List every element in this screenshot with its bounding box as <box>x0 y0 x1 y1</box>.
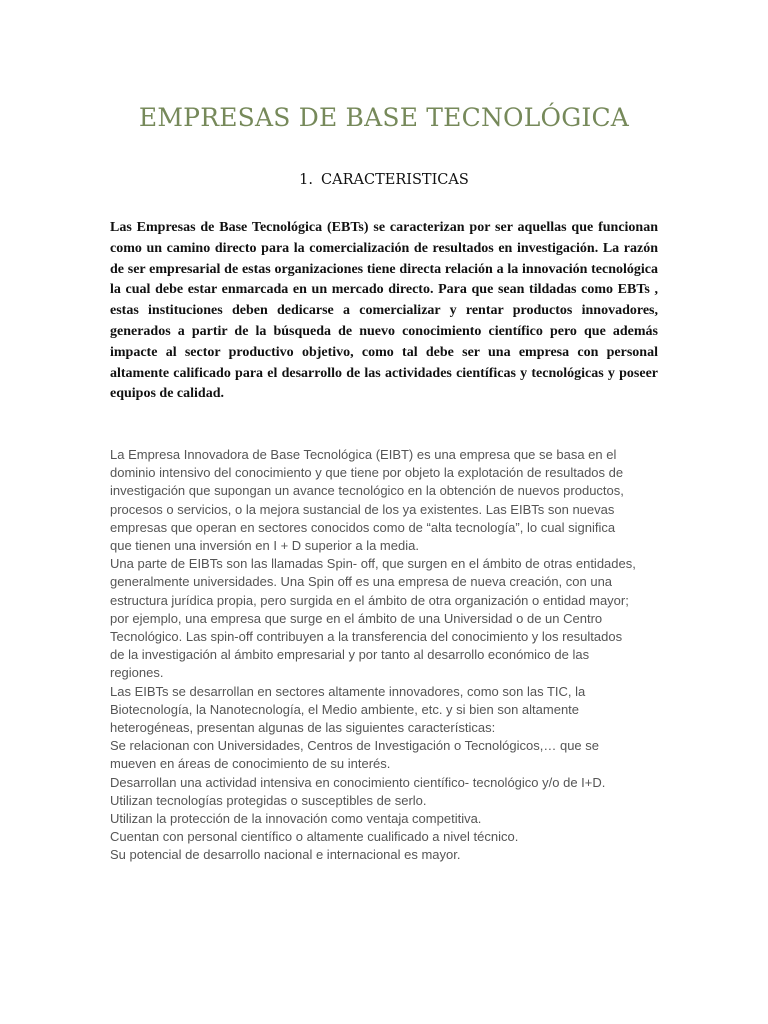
section-heading-number: 1. <box>299 172 314 188</box>
body-line: de la investigación al ámbito empresarial y por tanto al desarrollo económico de las <box>110 647 590 663</box>
body-line: La Empresa Innovadora de Base Tecnológica (EIBT) es una empresa que se basa en el <box>110 447 617 462</box>
body-line: heterogéneas, presentan algunas de las siguientes características: <box>110 720 496 736</box>
body-line: Las EIBTs se desarrollan en sectores altamente innovadores, como son las TIC, la <box>110 683 586 699</box>
body-line: procesos o servicios, o la mejora sustancial de los ya existentes. Las EIBTs son nuevas <box>110 501 615 517</box>
body-line: Una parte de EIBTs son las llamadas Spin- off, que surgen en el ámbito de otras entidades, <box>110 556 636 572</box>
body-line: Tecnológico. Las spin-off contribuyen a la transferencia del conocimiento y los resultados <box>110 629 623 645</box>
body-line: que tienen una inversión en I + D superior a la media. <box>110 538 419 554</box>
body-line: Utilizan tecnologías protegidas o susceptibles de serlo. <box>110 792 427 808</box>
section-heading-text: CARACTERISTICAS <box>321 172 469 188</box>
body-line: Su potencial de desarrollo nacional e internacional es mayor. <box>110 847 461 863</box>
body-line: Desarrollan una actividad intensiva en conocimiento científico- tecnológico y/o de I+D. <box>110 774 606 790</box>
body-line: generalmente universidades. Una Spin off es una empresa de nueva creación, con una <box>110 574 613 590</box>
body-line: estructura jurídica propia, pero surgida en el ámbito de otra organización o entidad mayor; <box>110 592 629 608</box>
body-text <box>110 446 670 865</box>
body-line: mueven en áreas de conocimiento de su interés. <box>110 756 391 772</box>
intro-paragraph: Las Empresas de Base Tecnológica (EBTs) se caracterizan por ser aquellas que funcionan como un camino directo para la comercialización de resultados en investigación. La razón de ser empresarial de estas organizaciones tiene directa relación a la innovación tecnológica la cual debe estar enmarcada en un mercado directo. Para que sean tildadas como EBTs , estas instituciones deben dedicarse a comercializar y rentar productos innovadores, generados a partir de la búsqueda de nuevo conocimiento científico pero que además impacte al sector productivo objetivo, como tal debe ser una empresa con personal altamente calificado para el desarrollo de las actividades científicas y tecnológicas y poseer equipos de calidad. <box>110 220 658 402</box>
body-line: Utilizan la protección de la innovación como ventaja competitiva. <box>110 811 482 827</box>
body-line: Se relacionan con Universidades, Centros de Investigación o Tecnológicos,… que se <box>110 738 599 754</box>
body-line: regiones. <box>110 665 164 681</box>
body-line: Cuentan con personal científico o altamente cualificado a nivel técnico. <box>110 829 519 845</box>
section-heading <box>0 172 768 188</box>
body-line: empresas que operan en sectores conocidos como de “alta tecnología”, lo cual significa <box>110 519 616 535</box>
document-title: EMPRESAS DE BASE TECNOLÓGICA <box>138 103 630 132</box>
body-line: Biotecnología, la Nanotecnología, el Medio ambiente, etc. y si bien son altamente <box>110 701 580 717</box>
body-line: investigación que supongan un avance tecnológico en la obtención de nuevos productos, <box>110 483 624 499</box>
body-line: dominio intensivo del conocimiento y que tiene por objeto la explotación de resultados de <box>110 465 624 481</box>
body-line: por ejemplo, una empresa que surge en el ámbito de una Universidad o de un Centro <box>110 610 603 626</box>
